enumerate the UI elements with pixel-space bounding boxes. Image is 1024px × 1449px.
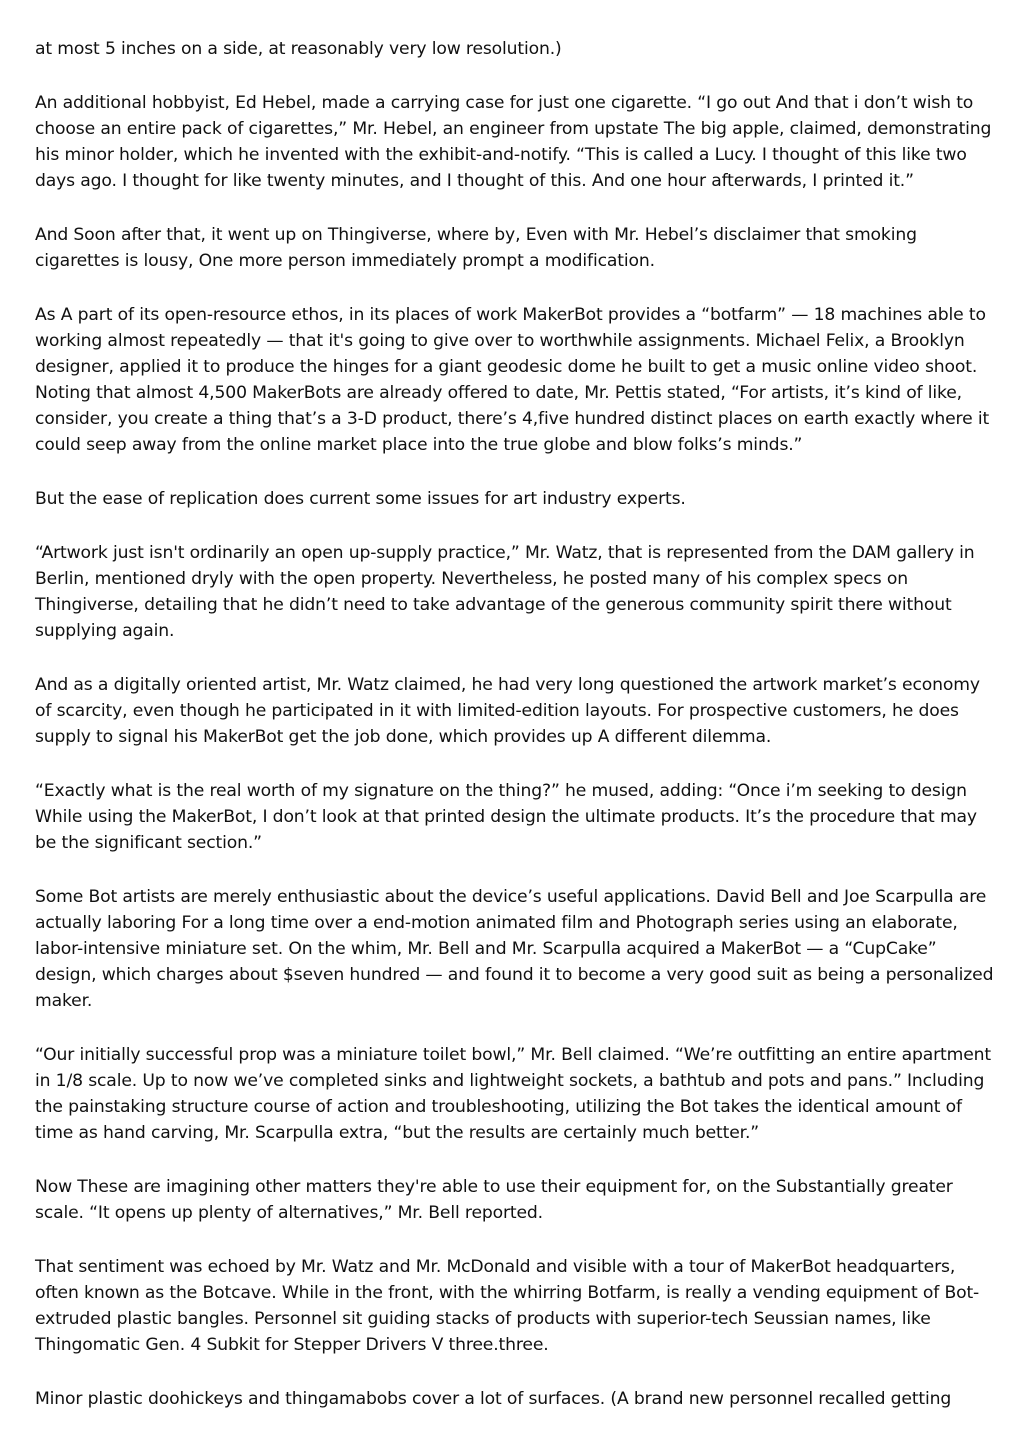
paragraph-7: And as a digitally oriented artist, Mr. Watz claimed, he had very long questioned the artwork market’s economy of scarcity, even though he participated in it with limited-edition layouts. For prospective customers, he does supply to signal his MakerBot get the job done, which provides up A different dilemma. (35, 675, 980, 747)
paragraph-10: “Our initially successful prop was a miniature toilet bowl,” Mr. Bell claimed. “We’re outfitting an entire apartment in 1/8 scale. Up to now we’ve completed sinks and lightweight sockets, a bathtub and pots and pans.” Including the painstaking structure course of action and troubleshooting, utilizing the Bot takes the identical amount of time as hand carving, Mr. Scarpulla extra, “but the results are certainly much better.” (35, 1045, 991, 1143)
paragraph-13: Minor plastic doohickeys and thingamabobs cover a lot of surfaces. (A brand new personnel recalled getting (35, 1389, 952, 1409)
paragraph-5: But the ease of replication does current some issues for art industry experts. (35, 489, 686, 509)
paragraph-2: An additional hobbyist, Ed Hebel, made a carrying case for just one cigarette. “I go out And that i don’t wish to choose an entire pack of cigarettes,” Mr. Hebel, an engineer from upstate The big apple, claimed, demonstrating his minor holder, which he invented with the exhibit-and-notify. “This is called a Lucy. I thought of this like two days ago. I thought for like twenty minutes, and I thought of this. And one hour afterwards, I printed it.” (35, 93, 992, 191)
paragraph-12: That sentiment was echoed by Mr. Watz and Mr. McDonald and visible with a tour of MakerBot headquarters, often known as the Botcave. While in the front, with the whirring Botfarm, is really a vending equipment of Bot-extruded plastic bangles. Personnel sit guiding stacks of products with superior-tech Seussian names, like Thingomatic Gen. 4 Subkit for Stepper Drivers V three.three. (35, 1257, 980, 1355)
paragraph-8: “Exactly what is the real worth of my signature on the thing?” he mused, adding: “Once i’m seeking to design While using the MakerBot, I don’t look at that printed design the ultimate products. It’s the procedure that may be the significant section.” (35, 781, 977, 853)
paragraph-6: “Artwork just isn't ordinarily an open up-supply practice,” Mr. Watz, that is represented from the DAM gallery in Berlin, mentioned dryly with the open property. Nevertheless, he posted many of his complex specs on Thingiverse, detailing that he didn’t need to take advantage of the generous community spirit there without supplying again. (35, 543, 975, 641)
paragraph-11: Now These are imagining other matters they're able to use their equipment for, on the Substantially greater scale. “It opens up plenty of alternatives,” Mr. Bell reported. (35, 1177, 953, 1223)
paragraph-1: at most 5 inches on a side, at reasonably very low resolution.) (35, 39, 562, 59)
article-body (35, 36, 995, 1440)
paragraph-3: And Soon after that, it went up on Thingiverse, where by, Even with Mr. Hebel’s disclaimer that smoking cigarettes is lousy, One more person immediately prompt a modification. (35, 225, 917, 271)
paragraph-9: Some Bot artists are merely enthusiastic about the device’s useful applications. David Bell and Joe Scarpulla are actually laboring For a long time over a end-motion animated film and Photograph series using an elaborate, labor-intensive miniature set. On the whim, Mr. Bell and Mr. Scarpulla acquired a MakerBot — a “CupCake” design, which charges about $seven hundred — and found it to become a very good suit as being a personalized maker. (35, 887, 994, 1011)
paragraph-4: As A part of its open-resource ethos, in its places of work MakerBot provides a “botfarm” — 18 machines able to working almost repeatedly — that it's going to give over to worthwhile assignments. Michael Felix, a Brooklyn designer, applied it to produce the hinges for a giant geodesic dome he built to get a music online video shoot. Noting that almost 4,500 MakerBots are already offered to date, Mr. Pettis stated, “For artists, it’s kind of like, consider, you create a thing that’s a 3-D product, there’s 4,five hundred distinct places on earth exactly where it could seep away from the online market place into the true globe and blow folks’s minds.” (35, 305, 990, 455)
